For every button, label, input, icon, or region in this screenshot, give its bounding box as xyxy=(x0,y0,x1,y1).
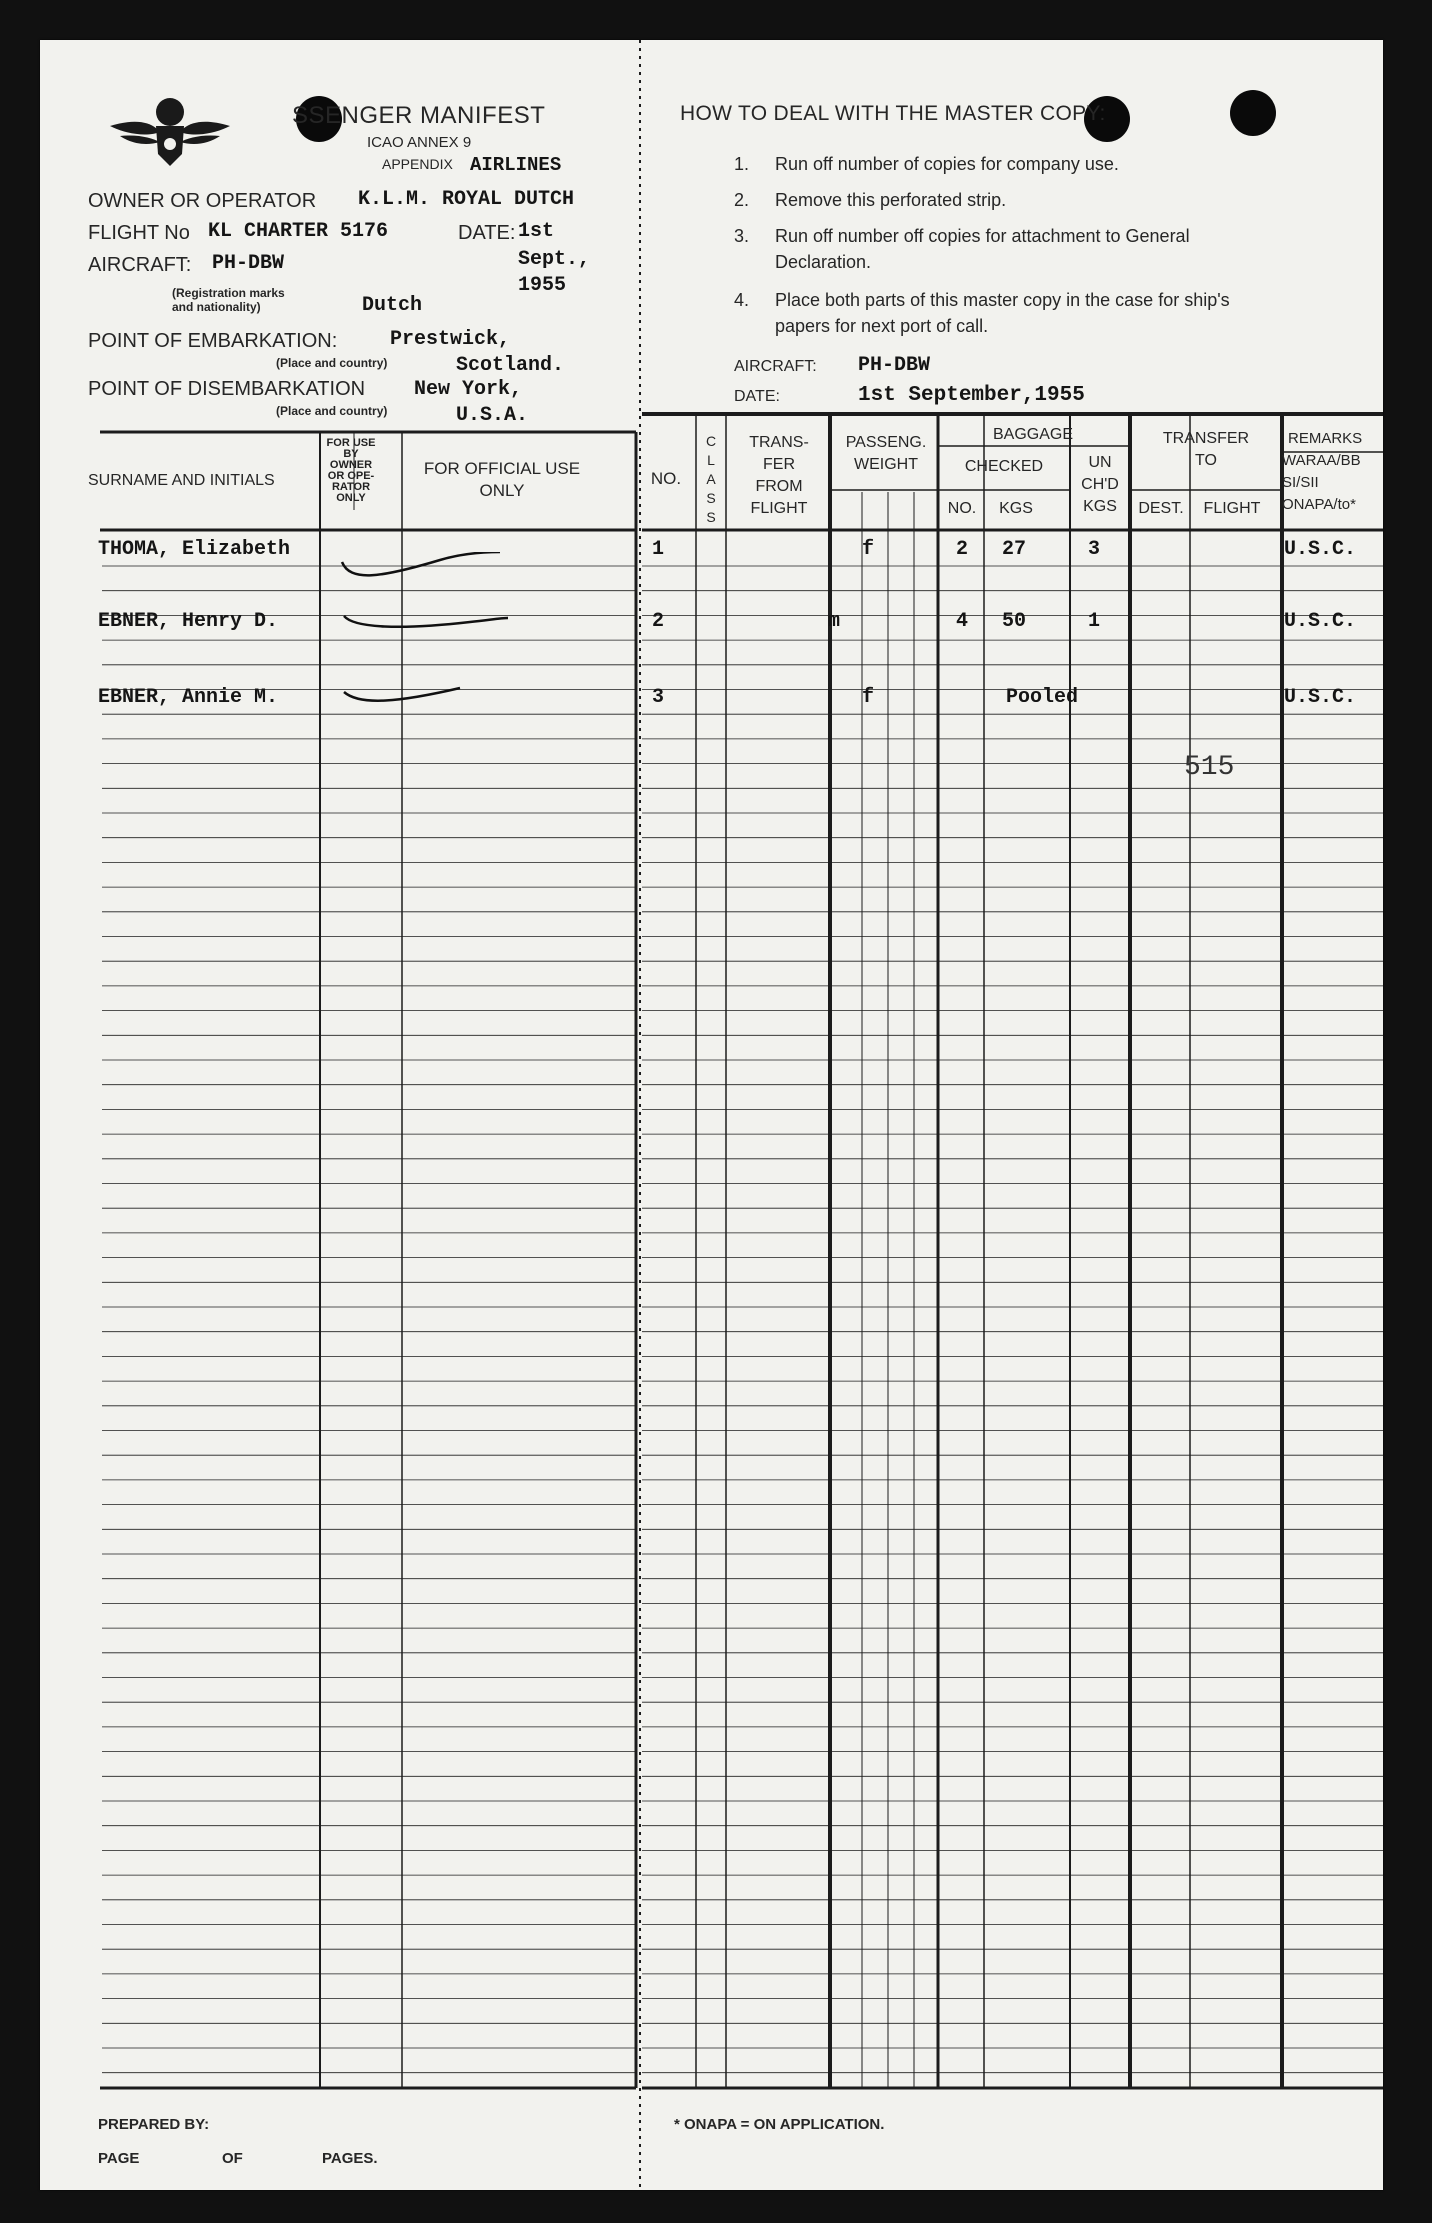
prepared-by-label: PREPARED BY: xyxy=(98,2116,210,2133)
onapa-note: * ONAPA = ON APPLICATION. xyxy=(674,2116,885,2133)
owner-value-line2: AIRLINES xyxy=(470,154,562,176)
master-date-value: 1st September,1955 xyxy=(858,384,1085,407)
instruction-2-text: Remove this perforated strip. xyxy=(775,190,1007,210)
instruction-4-text2: papers for next port of call. xyxy=(775,316,989,336)
col-transfer-to: TRANSFER TO xyxy=(1162,430,1250,469)
of-label: OF xyxy=(222,2150,243,2167)
col-class: C L A S S xyxy=(705,433,717,525)
date-line2: Sept., xyxy=(518,248,591,271)
manifest-sheet xyxy=(40,40,1383,2190)
instruction-3-num: 3. xyxy=(734,226,750,246)
passenger-name: EBNER, Henry D. xyxy=(98,610,279,633)
pages-label: PAGES. xyxy=(322,2150,378,2167)
disembarkation-value: New York, xyxy=(414,378,523,401)
passenger-remarks: U.S.C. xyxy=(1284,538,1357,561)
embarkation-value: Prestwick, xyxy=(390,328,511,351)
icao-annex: ICAO ANNEX 9 xyxy=(367,134,472,151)
col-checked: CHECKED xyxy=(964,458,1044,475)
instruction-1-num: 1. xyxy=(734,154,750,174)
page-label: PAGE xyxy=(98,2150,140,2167)
aircraft-label: AIRCRAFT: xyxy=(88,254,192,276)
disembarkation-sub: (Place and country) xyxy=(276,404,388,418)
col-unchecked: UN CH'D KGS xyxy=(1081,454,1119,515)
col-dest: DEST. xyxy=(1138,500,1184,517)
col-owner-use: FOR USE BY OWNER OR OPE- RATOR ONLY xyxy=(326,437,376,504)
col-baggage: BAGGAGE xyxy=(992,426,1074,443)
passenger-no: 3 xyxy=(652,686,665,709)
date-line3: 1955 xyxy=(518,274,567,297)
date-line1: 1st xyxy=(518,220,555,243)
embarkation-country: Scotland. xyxy=(456,354,565,377)
check-stroke-3 xyxy=(344,688,460,701)
master-date-label: DATE: xyxy=(734,388,780,405)
registration-note-1: (Registration marks xyxy=(172,286,285,300)
col-official-use: FOR OFFICIAL USE ONLY xyxy=(423,459,581,500)
check-strokes xyxy=(340,552,580,752)
passenger-name: EBNER, Annie M. xyxy=(98,686,279,709)
passenger-no: 2 xyxy=(652,610,665,633)
table-grid xyxy=(40,40,1383,2190)
owner-value: K.L.M. ROYAL DUTCH xyxy=(358,188,575,211)
baggage-kgs: 27 xyxy=(1002,538,1027,561)
aircraft-value: PH-DBW xyxy=(212,252,285,275)
embarkation-label: POINT OF EMBARKATION: xyxy=(88,330,338,352)
passenger-name: THOMA, Elizabeth xyxy=(98,538,291,561)
registration-note-2: and nationality) xyxy=(172,300,261,314)
col-passenger-weight: PASSENG. WEIGHT xyxy=(845,434,927,473)
unchecked-kgs: 1 xyxy=(1088,610,1101,633)
instruction-4-text: Place both parts of this master copy in the case for ship's xyxy=(775,290,1230,310)
instructions-title: HOW TO DEAL WITH THE MASTER COPY: xyxy=(680,102,1106,125)
check-stroke-1 xyxy=(342,552,500,575)
passenger-remarks: U.S.C. xyxy=(1284,686,1357,709)
col-checked-no: NO. xyxy=(947,500,977,517)
master-aircraft-label: AIRCRAFT: xyxy=(734,358,817,375)
stamp-number: 515 xyxy=(1184,752,1235,783)
col-no: NO. xyxy=(650,469,682,488)
col-checked-kgs: KGS xyxy=(999,500,1033,517)
owner-label: OWNER OR OPERATOR xyxy=(88,190,317,212)
passenger-weight: f xyxy=(862,538,875,561)
passenger-weight: f xyxy=(862,686,875,709)
disembarkation-country: U.S.A. xyxy=(456,404,529,427)
passenger-weight: m xyxy=(828,610,841,633)
embarkation-sub: (Place and country) xyxy=(276,356,388,370)
date-label: DATE: xyxy=(458,222,516,244)
disembarkation-label: POINT OF DISEMBARKATION xyxy=(88,378,366,400)
baggage-no: 4 xyxy=(956,610,969,633)
instruction-3-text2: Declaration. xyxy=(775,252,872,272)
instruction-4-num: 4. xyxy=(734,290,750,310)
appendix-label: APPENDIX xyxy=(382,156,453,172)
passenger-no: 1 xyxy=(652,538,665,561)
baggage-kgs: Pooled xyxy=(1006,686,1079,709)
col-surname: SURNAME AND INITIALS xyxy=(88,472,275,489)
baggage-no: 2 xyxy=(956,538,969,561)
passenger-remarks: U.S.C. xyxy=(1284,610,1357,633)
check-stroke-2 xyxy=(344,616,508,627)
flight-label: FLIGHT No xyxy=(88,222,190,244)
instruction-1-text: Run off number of copies for company use. xyxy=(775,154,1119,174)
instruction-2-num: 2. xyxy=(734,190,750,210)
aircraft-nationality: Dutch xyxy=(362,294,423,317)
col-flight: FLIGHT xyxy=(1203,500,1261,517)
manifest-title: SSENGER MANIFEST xyxy=(292,102,546,129)
col-transfer-from: TRANS- FER FROM FLIGHT xyxy=(749,434,809,517)
baggage-kgs: 50 xyxy=(1002,610,1027,633)
master-aircraft-value: PH-DBW xyxy=(858,354,931,377)
flight-value: KL CHARTER 5176 xyxy=(208,220,389,243)
instruction-3-text: Run off number off copies for attachment to General xyxy=(775,226,1190,246)
col-remarks: REMARKS WARAA/BB SI/SII ONAPA/to* xyxy=(1282,430,1363,513)
unchecked-kgs: 3 xyxy=(1088,538,1101,561)
